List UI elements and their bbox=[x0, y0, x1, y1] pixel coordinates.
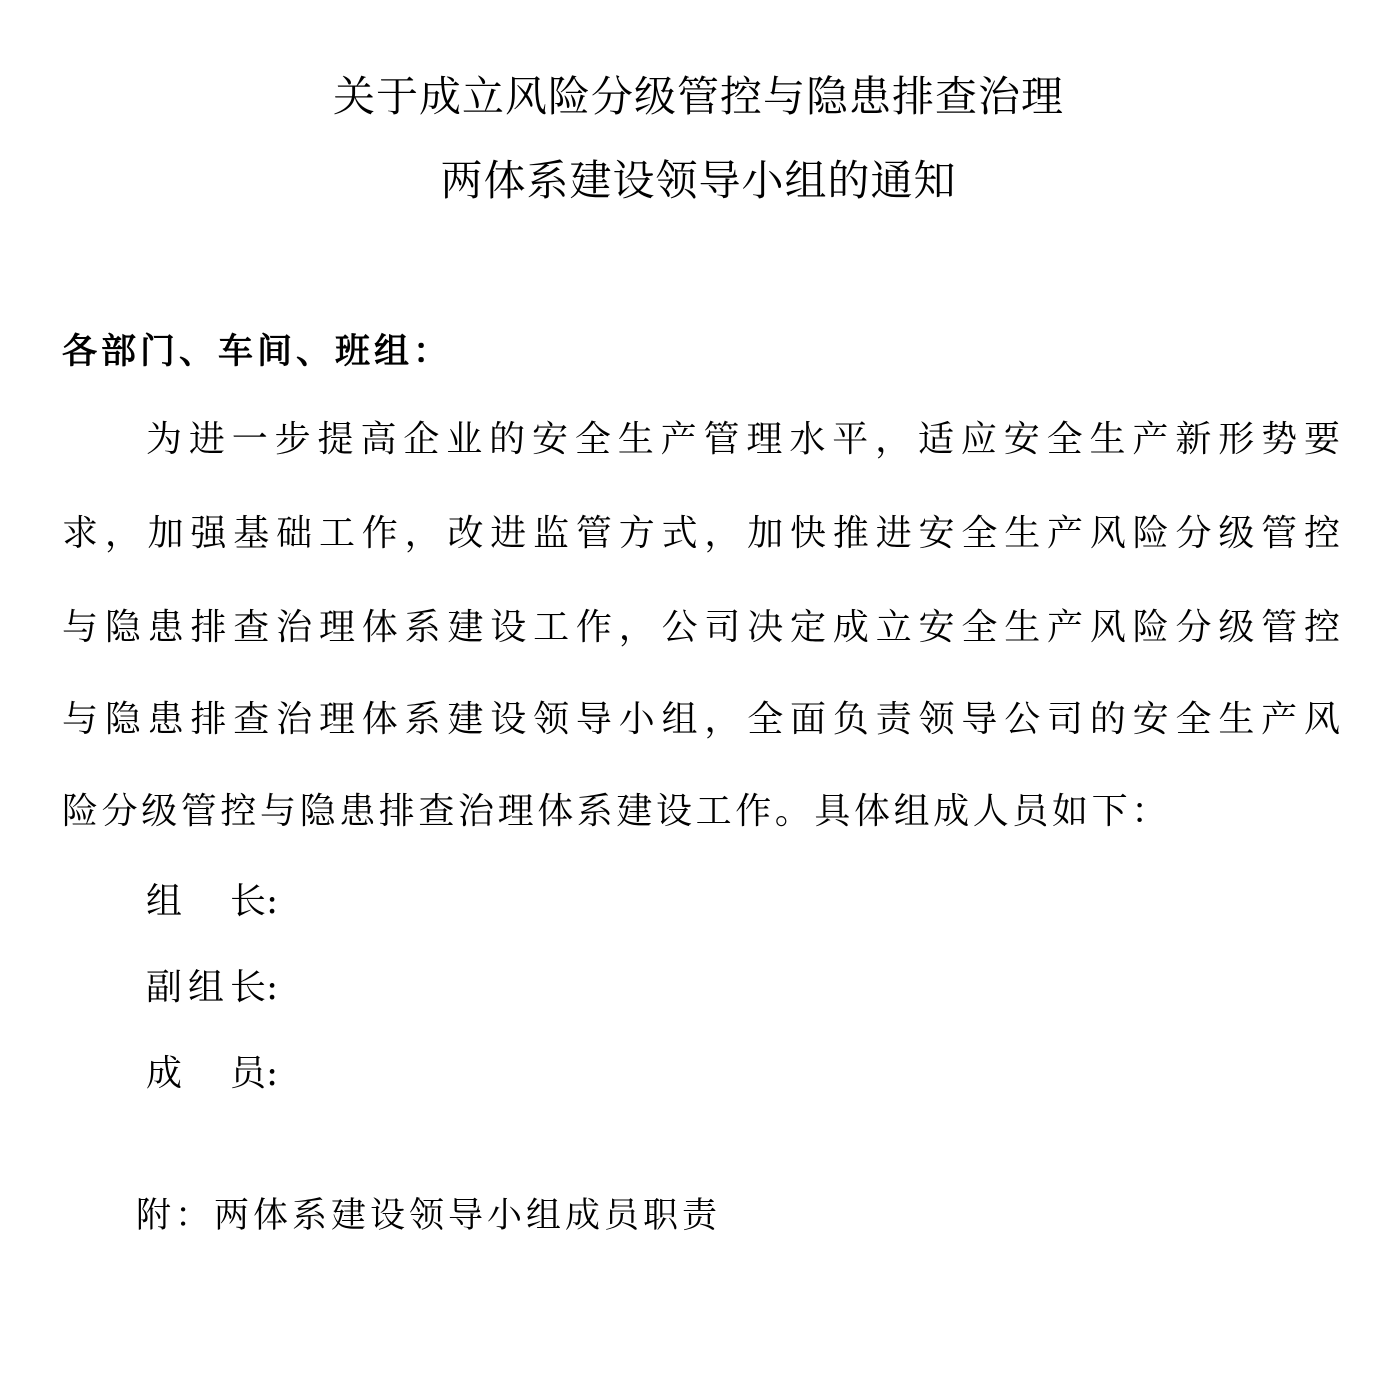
member-label: 组长 bbox=[146, 881, 266, 922]
document-title-line-2: 两体系建设领导小组的通知 bbox=[440, 156, 957, 205]
body-paragraph-line: 为进一步提高企业的安全生产管理水平，适应安全生产新形势要 bbox=[146, 419, 1340, 460]
member-label: 成员 bbox=[146, 1053, 266, 1094]
attachment-note: 附：两体系建设领导小组成员职责 bbox=[136, 1196, 722, 1236]
document-title-line-1: 关于成立风险分级管控与隐患排查治理 bbox=[332, 72, 1064, 121]
member-colon: : bbox=[266, 967, 279, 1008]
member-colon: : bbox=[266, 881, 279, 922]
member-colon: : bbox=[266, 1053, 279, 1094]
body-paragraph-line: 险分级管控与隐患排查治理体系建设工作。具体组成人员如下： bbox=[62, 791, 1171, 832]
member-row-deputy-leader bbox=[146, 964, 278, 1012]
member-row-members bbox=[146, 1050, 278, 1098]
body-paragraph-line: 与隐患排查治理体系建设领导小组，全面负责领导公司的安全生产风 bbox=[62, 699, 1340, 740]
body-paragraph-line: 求，加强基础工作，改进监管方式，加快推进安全生产风险分级管控 bbox=[62, 513, 1340, 554]
member-row-leader bbox=[146, 878, 278, 926]
body-paragraph-line: 与隐患排查治理体系建设工作，公司决定成立安全生产风险分级管控 bbox=[62, 607, 1340, 648]
salutation: 各部门、车间、班组： bbox=[62, 331, 453, 372]
member-label: 副组长 bbox=[146, 967, 266, 1008]
